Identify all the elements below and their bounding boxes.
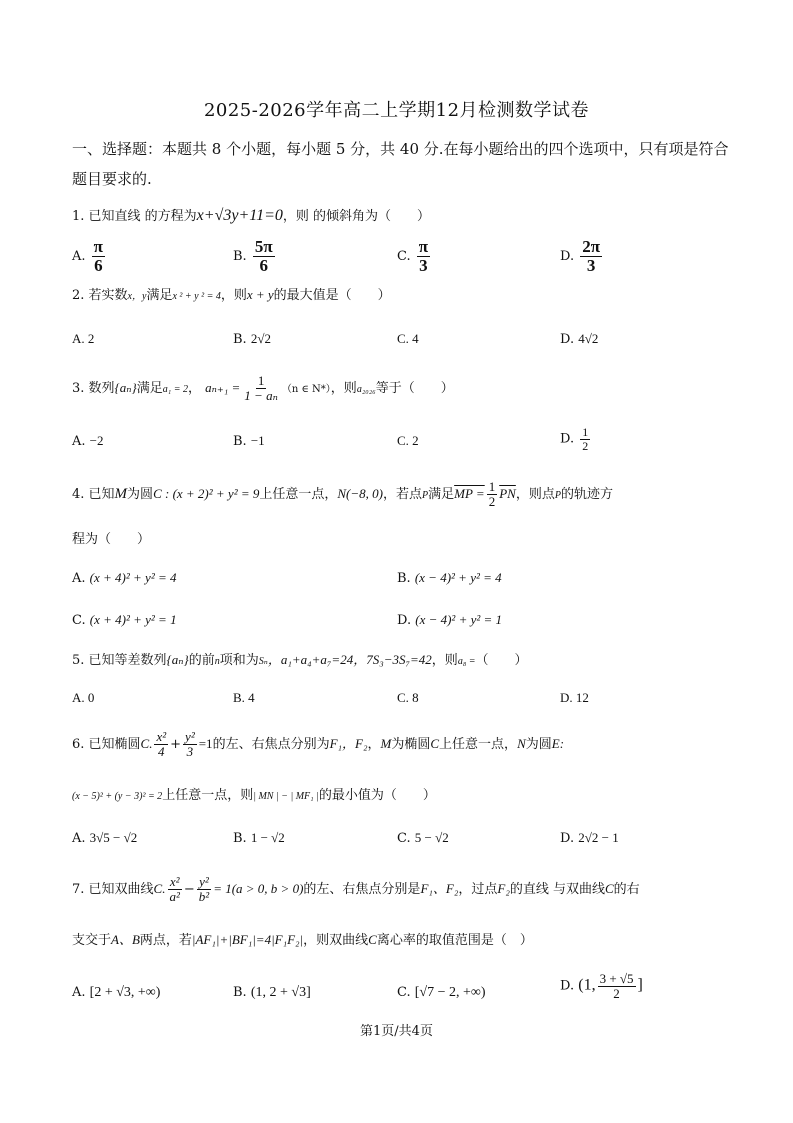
q7-equation-right: = 1(a > 0, b > 0) <box>213 881 304 896</box>
q3-recurrence-left: aₙ₊₁ = <box>205 380 241 395</box>
page-footer: 第1页/共4页 <box>360 1024 433 1039</box>
q5-text-a: 5. 已知等差数列 <box>72 653 167 668</box>
q4-circle-equation: C : (x + 2)² + y² = 9 <box>153 486 260 501</box>
q6-option-d-value: 2√2 − 1 <box>578 830 619 845</box>
q5-target: a₈ = <box>457 656 476 667</box>
q2-expression: x + y <box>246 287 274 302</box>
q3-text-d: 等于（ ） <box>375 381 454 396</box>
q7-option-c-label: C. <box>397 985 411 1000</box>
q4-option-d-label: D. <box>397 613 412 628</box>
question-6-stem-cont <box>72 786 436 807</box>
q2-text-b: 满足 <box>146 288 173 303</box>
q7-x-den: a² <box>169 889 180 904</box>
section-heading: 一、选择题：本题共 8 个小题，每小题 5 分，共 40 分.在每小题给出的四个选项中，只有项是符合题目要求的. <box>72 140 729 188</box>
q6-text-b: 的左、右焦点分别为 <box>212 737 330 752</box>
q6-option-b-label: B. <box>233 831 247 846</box>
q7-option-d-fraction <box>598 972 636 1000</box>
q7-text-c: ，过点 <box>458 882 498 897</box>
question-4-stem <box>72 472 613 518</box>
q1-text-b: ，则 的倾斜角为（ ） <box>282 209 430 224</box>
q2-text-a: 2. 若实数 <box>72 288 128 303</box>
q7-hyperbola-ref-2: C <box>368 932 377 947</box>
q7-text-a: 7. 已知双曲线 <box>72 882 154 897</box>
q3-option-d-label: D. <box>560 431 575 447</box>
q7-text-f: 支交于 <box>72 933 112 948</box>
question-2-stem <box>72 285 391 307</box>
q2-option-b[interactable] <box>233 329 271 350</box>
q6-expression: | MN | − | MF₁ | <box>253 791 319 802</box>
q7-minus: − <box>183 882 195 897</box>
q2-text-d: 的最大值是（ ） <box>273 288 391 303</box>
q2-option-b-label: B. <box>233 332 247 347</box>
q4-point-p: P <box>422 490 429 501</box>
q7-d-den: 2 <box>613 985 620 1001</box>
q3-option-d-fraction <box>580 426 590 452</box>
question-4-stem-cont: 程为（ ） <box>72 532 151 547</box>
q1-d-den: 3 <box>586 255 596 275</box>
q1-option-c[interactable] <box>397 238 432 275</box>
q5-text-b: 的前 <box>188 653 215 668</box>
q3-d-num: 1 <box>582 425 589 439</box>
q4-text-c: 上任意一点， <box>259 487 338 502</box>
q6-text-d: 为椭圆 <box>391 737 431 752</box>
q6-option-c-value: 5 − √2 <box>414 830 449 845</box>
q7-x-fraction <box>167 875 181 903</box>
q6-circle-equation: (x − 5)² + (y − 3)² = 2 <box>72 791 163 802</box>
q4-option-a-label: A. <box>72 571 86 586</box>
q4-option-d-value: (x − 4)² + y² = 1 <box>415 612 503 627</box>
q6-x-fraction <box>154 730 168 758</box>
q5-text-d: ，则 <box>431 653 458 668</box>
q7-foci: F₁、F₂ <box>420 881 459 896</box>
q3-option-b[interactable] <box>233 431 265 452</box>
q3-option-a-label: A. <box>72 434 86 449</box>
page-title: 2025-2026学年高二上学期12月检测数学试卷 <box>203 100 590 121</box>
q5-sequence: {aₙ} <box>166 652 189 667</box>
q1-d-num: 2π <box>582 237 601 256</box>
q1-option-b[interactable] <box>233 238 277 275</box>
q7-option-c-value: [√7 − 2, +∞) <box>414 985 486 1000</box>
q5-condition-2: 7S₃−3S₇=42 <box>366 652 432 667</box>
q4-frac-num: 1 <box>488 479 496 495</box>
q7-text-g: 两点，若 <box>139 933 192 948</box>
q7-points-ab: A、B <box>111 932 140 947</box>
q1-c-den: 3 <box>419 255 428 275</box>
q7-d-num: 3 + √5 <box>599 971 634 986</box>
q5-option-d[interactable]: D. 12 <box>560 690 589 705</box>
q4-option-a[interactable] <box>72 568 176 589</box>
q7-text-e: 的右 <box>613 882 640 897</box>
q6-y-den: 3 <box>186 744 194 759</box>
q6-option-c[interactable] <box>397 828 449 849</box>
q3-option-b-value: −1 <box>250 433 265 448</box>
q1-option-a-label: A. <box>72 248 86 264</box>
q1-equation: x+√3y+11=0 <box>196 207 283 224</box>
q3-condition: （n ∈ N*） <box>281 384 331 395</box>
q6-equals: =1 <box>198 736 213 751</box>
q6-point-n: N <box>517 736 526 751</box>
q1-option-a[interactable] <box>72 238 107 275</box>
q6-text-h: 的最小值为（ ） <box>318 788 436 803</box>
q4-point-m: M <box>114 486 128 502</box>
q1-option-d-label: D. <box>560 248 575 264</box>
q6-text-c: ， <box>367 737 381 752</box>
q4-option-c-label: C. <box>72 613 86 628</box>
q6-option-a-value: 3√5 − √2 <box>89 830 138 845</box>
q6-circle-name: E: <box>551 736 565 751</box>
q4-option-b-value: (x − 4)² + y² = 4 <box>414 570 502 585</box>
q4-option-b-label: B. <box>397 571 411 586</box>
question-7-stem-cont <box>72 930 533 951</box>
q4-point-n: N(−8, 0) <box>337 486 383 501</box>
q3-option-c[interactable]: C. 2 <box>397 433 419 448</box>
q5-sum: Sₙ <box>258 656 268 667</box>
q5-n: n <box>214 656 220 667</box>
q7-option-d[interactable] <box>560 972 643 1000</box>
q1-option-d-fraction <box>580 238 602 275</box>
q2-vars: x，y <box>127 291 147 302</box>
q4-text-e: 满足 <box>428 487 455 502</box>
q3-option-b-label: B. <box>233 434 247 449</box>
q3-option-a[interactable] <box>72 431 104 452</box>
q1-a-num: π <box>93 237 103 256</box>
q1-b-num: 5π <box>254 237 273 256</box>
q5-option-a[interactable]: A. 0 <box>72 690 95 705</box>
q5-text-e: （ ） <box>475 653 528 668</box>
q1-option-c-fraction <box>417 238 430 275</box>
q7-option-d-right: ] <box>637 976 643 994</box>
q7-text-h: ，则双曲线 <box>303 933 369 948</box>
q7-option-c[interactable] <box>397 983 486 1003</box>
question-3-stem: 3. 数列{aₙ}满足a₁ = 2， aₙ₊₁ = $\frac{1}{\text{1 − aₙ}}$ （n ∈ N*），则a₂₀₂₆等于（ ） <box>72 373 454 403</box>
q5-option-c[interactable]: C. 8 <box>397 690 419 705</box>
q7-y-fraction <box>197 875 211 903</box>
q4-half-fraction <box>487 480 498 508</box>
q2-text-c: ，则 <box>220 288 247 303</box>
q7-text-d: 的直线 与双曲线 <box>509 882 605 897</box>
q2-option-d[interactable] <box>560 329 598 350</box>
q3-initial: a₁ = 2 <box>162 384 188 395</box>
q2-option-a[interactable]: A. 2 <box>72 331 95 346</box>
q3-rec-den: 1 − aₙ <box>244 388 278 403</box>
q4-point-p-2: P <box>554 490 561 501</box>
q4-text-g: 的轨迹方 <box>560 487 613 502</box>
q6-option-d-label: D. <box>560 831 575 846</box>
q4-option-a-value: (x + 4)² + y² = 4 <box>89 570 177 585</box>
q6-ellipse-name: C. <box>140 736 153 751</box>
q4-text-f: ，则点 <box>515 487 555 502</box>
q7-option-a-label: A. <box>72 985 86 1000</box>
q6-option-a-label: A. <box>72 831 86 846</box>
question-5-stem <box>72 650 528 672</box>
q1-c-num: π <box>418 237 429 256</box>
q2-option-d-value: 4√2 <box>578 331 599 346</box>
q6-point-m: M <box>380 736 392 751</box>
q3-option-a-value: −2 <box>89 433 104 448</box>
q6-text-f: 为圆 <box>525 737 552 752</box>
q7-option-b-label: B. <box>233 985 247 1000</box>
q4-frac-den: 2 <box>488 494 496 509</box>
q7-option-b[interactable] <box>233 983 311 1003</box>
q3-option-d[interactable] <box>560 426 592 452</box>
q1-a-den: 6 <box>94 255 103 275</box>
q4-option-d[interactable] <box>397 610 502 631</box>
q4-text-a: 4. 已知 <box>72 487 115 502</box>
q7-option-d-left: (1, <box>578 976 596 994</box>
q7-option-a[interactable] <box>72 983 160 1003</box>
q7-option-a-value: [2 + √3, +∞) <box>89 985 161 1000</box>
q1-option-b-label: B. <box>233 248 247 264</box>
q7-x-num: x² <box>169 874 180 890</box>
q7-text-i: 离心率的取值范围是（ ） <box>376 933 533 948</box>
q7-y-den: b² <box>198 889 210 904</box>
q6-text-a: 6. 已知椭圆 <box>72 737 141 752</box>
q4-vector-mp: MP = <box>454 486 485 501</box>
q3-d-den: 2 <box>582 438 589 453</box>
q7-hyperbola-ref: C <box>604 881 614 896</box>
q1-text-a: 1. 已知直线 的方程为 <box>72 209 197 224</box>
q7-focus-f2: F₂ <box>497 881 510 896</box>
q6-option-b-value: 1 − √2 <box>250 830 285 845</box>
q4-vector-pn: $\overline{PN}$ <box>499 486 516 501</box>
q2-condition: x ² + y ² = 4 <box>172 291 221 302</box>
q5-option-b[interactable]: B. 4 <box>233 690 255 705</box>
q3-text-b: 满足 <box>136 381 163 396</box>
q6-x-num: x² <box>156 729 167 745</box>
q3-sequence: {aₙ} <box>114 380 137 395</box>
question-7-stem <box>72 866 640 913</box>
q2-option-d-label: D. <box>560 332 575 347</box>
q3-text-a: 3. 数列 <box>72 381 115 396</box>
q1-b-den: 6 <box>259 255 268 275</box>
q3-target: a₂₀₂₆ <box>356 384 376 395</box>
q6-option-d[interactable] <box>560 828 619 849</box>
question-1-stem <box>72 206 430 227</box>
q6-x-den: 4 <box>158 744 165 759</box>
q4-option-c-value: (x + 4)² + y² = 1 <box>89 612 177 627</box>
q3-rec-num: 1 <box>257 373 265 389</box>
q6-text-e: 上任意一点， <box>439 737 518 752</box>
q7-y-num: y² <box>199 874 209 890</box>
q7-text-b: 的左、右焦点分别是 <box>303 882 421 897</box>
q6-option-b[interactable] <box>233 828 285 849</box>
q5-condition-1: ，a₁+a₄+a₇=24， <box>267 652 367 667</box>
q7-option-b-value: (1, 2 + √3] <box>250 985 311 1000</box>
q6-plus: + <box>170 737 182 752</box>
q6-option-c-label: C. <box>397 831 411 846</box>
q6-y-fraction <box>183 730 197 758</box>
question-6-stem <box>72 722 564 767</box>
q3-text-c: ，则 <box>330 381 357 396</box>
q1-option-a-fraction <box>92 238 105 275</box>
q1-option-c-label: C. <box>397 248 411 264</box>
q1-option-d[interactable] <box>560 238 604 275</box>
q4-option-c[interactable] <box>72 610 177 631</box>
q4-text-d: ，若点 <box>383 487 423 502</box>
q7-option-d-label: D. <box>560 978 575 994</box>
q4-text-b: 为圆 <box>127 487 154 502</box>
q3-recurrence-fraction <box>242 374 280 402</box>
q6-ellipse-ref: C <box>430 736 440 751</box>
q6-foci: F₁，F₂ <box>329 736 368 751</box>
q7-condition: |AF₁|+|BF₁|=4|F₁F₂| <box>191 932 304 947</box>
q1-option-b-fraction <box>253 238 275 275</box>
q4-option-b[interactable] <box>397 568 502 589</box>
q7-hyperbola-name: C. <box>153 881 166 896</box>
q5-text-c: 项和为 <box>219 653 259 668</box>
q6-text-g: 上任意一点，则 <box>162 788 254 803</box>
q2-option-c[interactable]: C. 4 <box>397 331 419 346</box>
q2-option-b-value: 2√2 <box>250 331 271 346</box>
q6-y-num: y² <box>185 729 195 745</box>
q6-option-a[interactable] <box>72 828 137 849</box>
